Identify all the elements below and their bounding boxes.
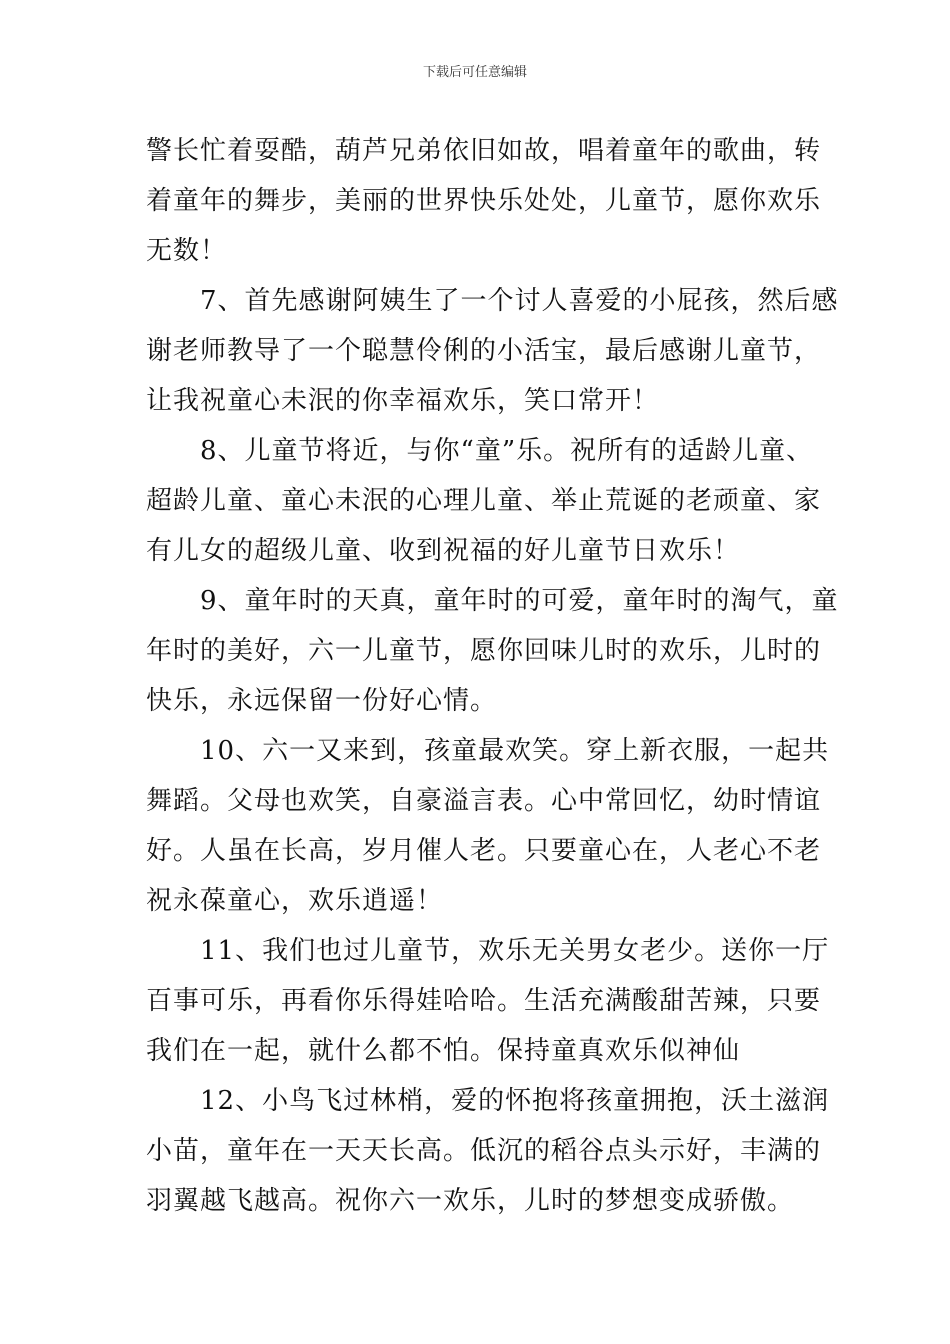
text-line: 舞蹈。父母也欢笑，自豪溢言表。心中常回忆，幼时情谊: [146, 786, 822, 816]
paragraph-item-12: [146, 1076, 830, 1226]
text-line: 好。人虽在长高，岁月催人老。只要童心在，人老心不老: [146, 836, 822, 866]
text-line: 12、小鸟飞过林梢，爱的怀抱将孩童拥抱，沃土滋润: [200, 1086, 830, 1116]
text-line: 我们在一起，就什么都不怕。保持童真欢乐似神仙: [146, 1036, 741, 1066]
text-line: 11、我们也过儿童节，欢乐无关男女老少。送你一厅: [200, 936, 830, 966]
paragraph-item-11: [146, 926, 830, 1076]
text-line: 羽翼越飞越高。祝你六一欢乐，儿时的梦想变成骄傲。: [146, 1186, 795, 1216]
text-line: 百事可乐，再看你乐得娃哈哈。生活充满酸甜苦辣，只要: [146, 986, 822, 1016]
text-line: 7、首先感谢阿姨生了一个讨人喜爱的小屁孩，然后感: [200, 286, 839, 316]
paragraph-item-8: [146, 426, 822, 576]
text-line: 有儿女的超级儿童、收到祝福的好儿童节日欢乐！: [146, 536, 741, 566]
text-line: 警长忙着耍酷，葫芦兄弟依旧如故，唱着童年的歌曲，转: [146, 136, 822, 166]
paragraph-item-7: [146, 276, 839, 426]
text-line: 祝永葆童心，欢乐逍遥！: [146, 886, 444, 916]
text-line: 超龄儿童、童心未泯的心理儿童、举止荒诞的老顽童、家: [146, 486, 822, 516]
text-line: 无数！: [146, 236, 228, 266]
text-line: 谢老师教导了一个聪慧伶俐的小活宝，最后感谢儿童节，: [146, 336, 822, 366]
text-line: 9、童年时的天真，童年时的可爱，童年时的淘气，童: [200, 586, 839, 616]
text-line: 让我祝童心未泯的你幸福欢乐，笑口常开！: [146, 386, 660, 416]
text-line: 快乐，永远保留一份好心情。: [146, 686, 498, 716]
text-line: 8、儿童节将近，与你“童”乐。祝所有的适龄儿童、: [200, 436, 814, 466]
text-line: 10、六一又来到，孩童最欢笑。穿上新衣服，一起共: [200, 736, 830, 766]
page-header-note: 下载后可任意编辑: [422, 65, 527, 80]
paragraph-continuation: [146, 126, 822, 276]
text-line: 小苗，童年在一天天长高。低沉的稻谷点头示好，丰满的: [146, 1136, 822, 1166]
paragraph-item-10: [146, 726, 830, 926]
document-body: [146, 126, 839, 1226]
text-line: 着童年的舞步，美丽的世界快乐处处，儿童节，愿你欢乐: [146, 186, 822, 216]
paragraph-item-9: [146, 576, 839, 726]
text-line: 年时的美好，六一儿童节，愿你回味儿时的欢乐，儿时的: [146, 636, 822, 666]
